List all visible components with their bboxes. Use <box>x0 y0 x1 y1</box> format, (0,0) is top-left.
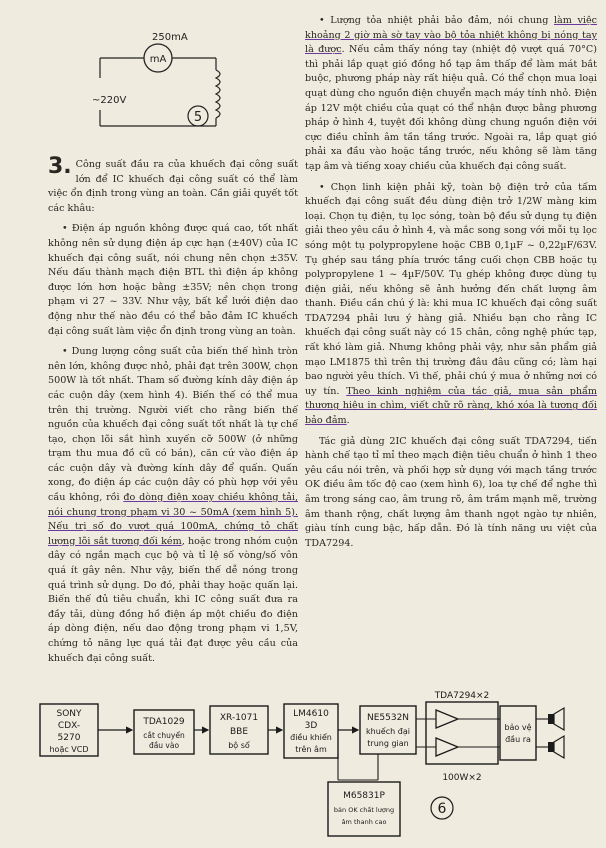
parts-underlined: Theo kinh nghiệm của tác giả, mua sản phẩm thương hiệu in chìm, viết chữ rõ ràng, khó xóa là tương đối bảo đảm <box>305 385 597 427</box>
tda1029-line-1: TDA1029 <box>143 717 185 727</box>
parts-paragraph <box>305 181 597 429</box>
ne5532-line-3: trung gian <box>367 739 409 748</box>
sony-line-2: CDX- <box>57 721 81 731</box>
transformer-coil <box>216 70 220 118</box>
amp-bottom-label: 100W×2 <box>442 773 482 783</box>
section-intro <box>48 154 298 216</box>
figure-5-circuit <box>90 18 250 138</box>
sony-line-3: 5270 <box>57 733 81 743</box>
heat-underlined: làm việc khoảng 2 giờ mà sờ tay vào bộ tỏa nhiệt không bị nóng tay là được <box>305 15 597 56</box>
fig5-current-label: 250mA <box>152 32 188 43</box>
xr1071-line-3: bộ sổ <box>228 741 250 750</box>
transformer-underlined: đo dòng điện xoay chiều không tải, nói chung trong phạm vi 30 ~ 50mA (xem hình 5). Nếu trị số đo vượt quá 100mA, chứng tỏ chất lượng lõi sắt tương đối kém <box>48 492 298 547</box>
ammeter-label: mA <box>149 54 167 65</box>
tda1029-line-2: cắt chuyển <box>143 731 185 740</box>
speaker-icon <box>548 742 554 752</box>
xr1071-line-2: BBE <box>229 727 249 737</box>
heat-paragraph <box>305 14 597 175</box>
lm4610-line-1: LM4610 <box>293 709 329 719</box>
parts-text-a: • Chọn linh kiện phải kỹ, toàn bộ điện trở của tấm khuếch đại công suất đều dùng điện trở 1/2W màng kim loại. Chọn tụ điện, tụ lọc sóng, toàn bộ đều sử dụng tụ điện giải theo yêu cầu ở hình 4, và mắc song song với mỗi tụ lọc sóng một tụ polypropylene hoặc CBB 0,1µF ~ 0,22µF/63V. Tụ ghép sau tầng phía trước tầng cuối chọn CBB hoặc tụ polypropylene 1 ~ 4µF/50V. Tụ ghép không được dùng tụ điện giải, nếu không sẽ ảnh hưởng đến chất lượng âm thanh. Điều cần chú ý là: khi mua IC khuếch đại công suất TDA7294 phải lưu ý hàng giả. Nhiều bạn cho rằng IC khuếch đại công suất này có 15 chân, công nghệ phức tạp, rất khó làm giả. Nhưng không phải vậy, như sản phẩm giả mạo LM1875 thì trên thị trường đâu đâu cũng có; làm hại bao người yêu thích. Vì thế, phải chú ý mua ở những nơi có uy tín. <box>305 181 597 397</box>
intro-text: Công suất đầu ra của khuếch đại công suất lớn để IC khuếch đại công suất có thể làm việc ổn định trong vùng an toàn. Cần giải quyết tốt các khâu: <box>48 159 298 214</box>
m65831-line-1: M65831P <box>343 791 385 801</box>
ne5532-line-2: khuếch đại <box>366 727 410 736</box>
protect-line-1: bảo vệ <box>504 723 532 732</box>
sony-line-1: SONY <box>56 709 82 719</box>
m65831-line-2: bản OK chất lượng <box>333 806 395 814</box>
tda1029-line-3: đầu vào <box>148 741 180 750</box>
right-column <box>305 14 597 551</box>
amp-triangle-top <box>436 710 458 728</box>
amp-top-label: TDA7294×2 <box>434 691 490 701</box>
section-number: 3. <box>48 154 72 179</box>
fig5-voltage-label: ~220V <box>92 95 127 106</box>
heat-text-a: • Lượng tỏa nhiệt phải bảo đảm, nói chung <box>319 15 554 26</box>
voltage-paragraph: • Điện áp nguồn không được quá cao, tốt nhất không nên sử dụng điện áp cực hạn (±40V) của IC khuếch đại công suất, nói chung nên chọn ±35V. Nếu đấu thành mạch điện BTL thì điện áp không được lớn hơn hoặc bằng ±35V; nên chọn trong phạm vi 27 ~ 33V. Như vậy, bất kể lưới điện dao động như thế nào đều có thể bảo đảm IC khuếch đại công suất làm việc ổn định trong vùng an toàn. <box>48 223 298 337</box>
transformer-text-a: • Dung lượng công suất của biến thế hình tròn nên lớn, không được nhỏ, phải đạt trên 300W, chọn 500W là tốt nhất. Tham số đường kính dây điện áp các cuộn dây (xem hình 4). Biến thế có thể mua trên thị trường. Người viết cho rằng biến thế nguồn của khuếch đại công suất tốt nhất là tự chế tạo, chọn lõi sắt hình xuyến cỡ 500W (ở những trạm thu mua đồ cũ có bán), căn cứ vào điện áp các cuộn dây và đường kính dây để quấn. Quấn xong, đo điện áp các cuộn dây có phù hợp với yêu cầu không, rồi <box>48 346 298 504</box>
block-output-protection <box>500 706 536 760</box>
lm4610-line-3: điều khiển <box>290 733 332 742</box>
lm4610-line-2: 3D <box>304 721 318 731</box>
closing-paragraph: Tác giả dùng 2IC khuếch đại công suất TDA7294, tiến hành chế tạo tỉ mỉ theo mạch điện tiêu chuẩn ở hình 1 theo yêu cầu nói trên, và phối hợp sử dụng với mạch tầng trước OK điều âm tốc độ cao (xem hình 6), loa tự chế để nghe thì âm trong sáng cao, âm trung rõ, âm trầm mạnh mẽ, trường âm thanh rộng, chất lượng âm thanh ngọt ngào tự nhiên, giàu tính cung bậc, hấp dẫn. Đó là tính năng ưu việt của TDA7294. <box>305 435 597 549</box>
transformer-paragraph <box>48 345 298 666</box>
fig6-number: 6 <box>437 801 447 817</box>
figure-6-block-diagram <box>38 691 594 840</box>
left-column <box>48 154 298 666</box>
protect-line-2: đầu ra <box>505 735 531 744</box>
fig5-number: 5 <box>193 110 203 125</box>
ne5532-line-1: NE5532N <box>366 713 410 723</box>
heat-text-b: . Nếu cảm thấy nóng tay (nhiệt độ vượt quá 70°C) thì phải lắp quạt gió đồng hồ tạp âm thấp để làm mát bắt buộc, phương pháp này rất hiệu quả. Có thể chọn mua loại quạt dùng cho nguồn điện chuyển mạch máy tính nhỏ. Điện áp 12V một chiều của quạt có thể nhận được bằng phương pháp ở hình 4, tuyệt đối không dùng chung nguồn điện với cực điều chỉnh âm tần tầng trước. Ngoài ra, lắp quạt gió phải xa đầu vào hoặc tầng trước, nếu không sẽ làm tăng tạp âm và tiếng xoay chiều của khuếch đại công suất. <box>305 44 597 172</box>
speaker-icon <box>548 714 554 724</box>
xr1071-line-1: XR-1071 <box>219 713 259 723</box>
block-power-amp <box>426 702 498 764</box>
sony-line-4: hoặc VCD <box>49 745 89 754</box>
amp-triangle-bottom <box>436 738 458 756</box>
m65831-line-3: âm thanh cao <box>341 818 387 826</box>
lm4610-line-4: trên âm <box>295 745 327 754</box>
transformer-text-b: , hoặc trong nhóm cuộn dây có ngắn mạch cục bộ và tỉ lệ số vòng/số vôn quá ít gây nên. Như vậy, biến thế dễ nóng trong quá trình sử dụng. Do đó, phải thay hoặc quấn lại. Biến thế đủ tiêu chuẩn, khi IC công suất đưa ra đầy tải, dùng đồng hồ điện áp một chiều đo điện áp dòng điện, nếu dao động trong phạm vi 1,5V, chứng tỏ năng lực quá tải đạt được yêu cầu của khuếch đại công suất. <box>48 535 298 664</box>
parts-text-b: . <box>346 415 350 427</box>
